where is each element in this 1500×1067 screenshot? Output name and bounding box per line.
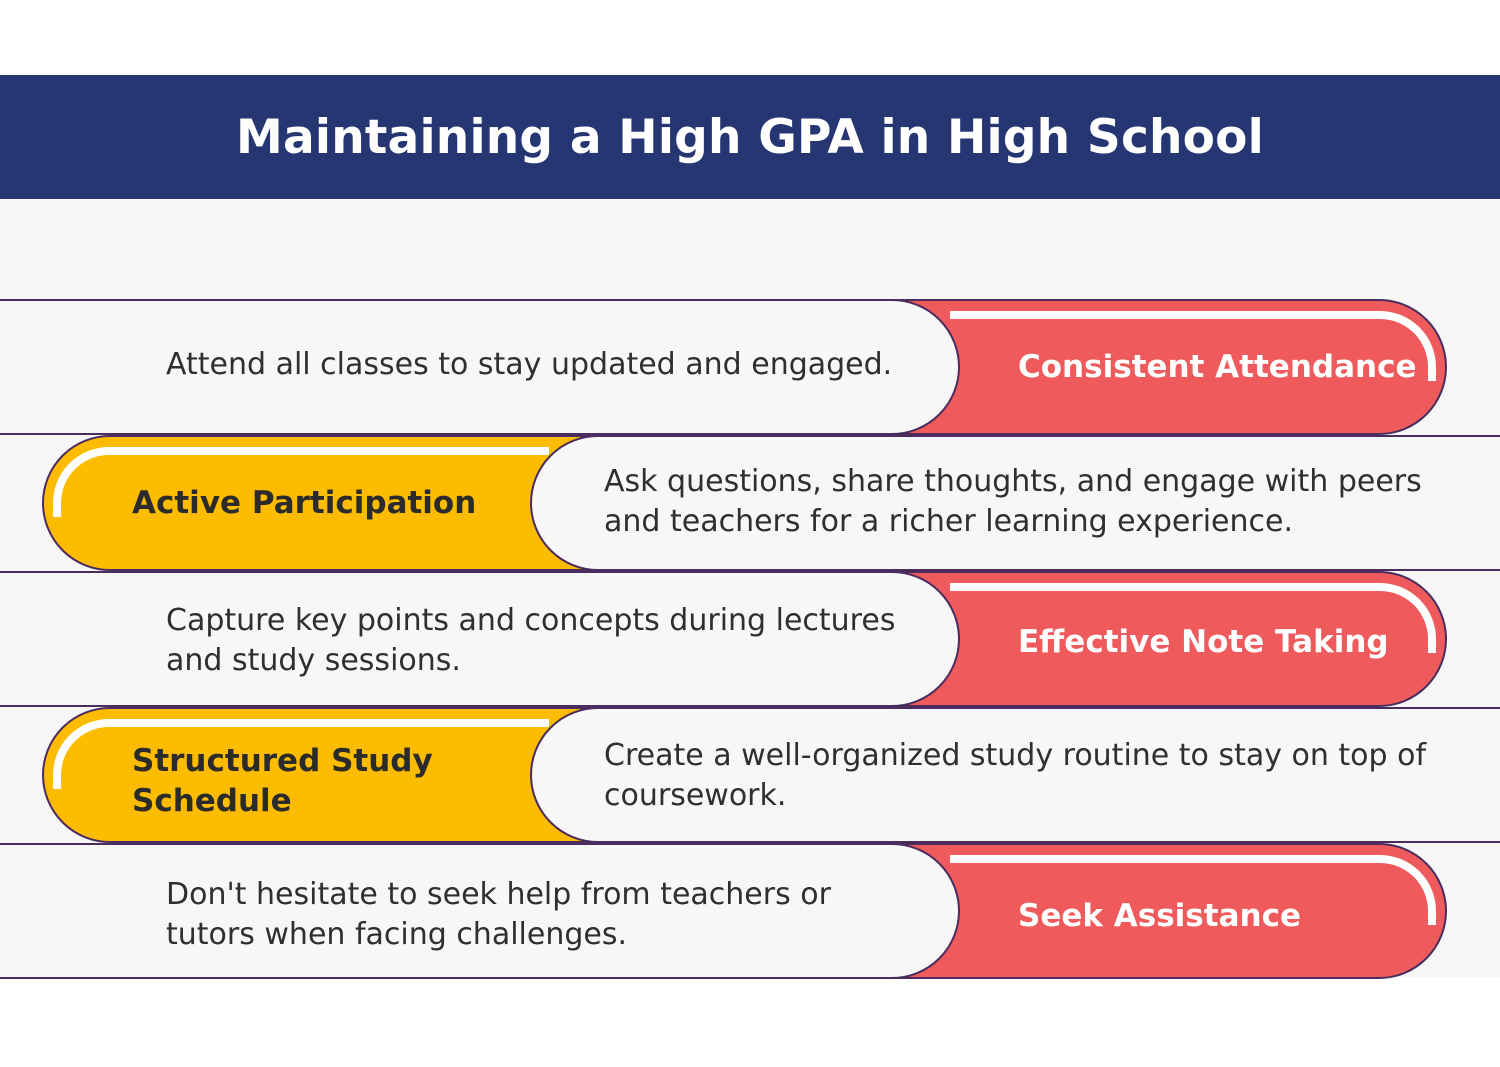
tip-label: Consistent Attendance: [1018, 349, 1417, 385]
tip-description: Don't hesitate to seek help from teachers or tutors when facing challenges.: [166, 877, 831, 952]
page-title: Maintaining a High GPA in High School: [236, 109, 1264, 165]
tip-label: Structured Study Schedule: [132, 743, 433, 819]
header-banner: [0, 75, 1500, 199]
tip-label: Active Participation: [132, 485, 477, 521]
tip-description: Capture key points and concepts during lectures and study sessions.: [166, 603, 896, 678]
tip-label: Effective Note Taking: [1018, 624, 1389, 660]
tip-row-active-participation: [0, 435, 1500, 571]
tip-row-effective-note-taking: [0, 571, 1500, 707]
tip-row-seek-assistance: [0, 843, 1500, 979]
tip-description: Attend all classes to stay updated and engaged.: [166, 347, 893, 382]
tip-row-consistent-attendance: [0, 299, 1500, 435]
tip-label: Seek Assistance: [1018, 898, 1301, 934]
tip-description: Create a well-organized study routine to stay on top of coursework.: [604, 738, 1427, 813]
tip-row-structured-study-schedule: [0, 707, 1500, 843]
tip-description: Ask questions, share thoughts, and engage with peers and teachers for a richer learning experience.: [604, 464, 1422, 539]
